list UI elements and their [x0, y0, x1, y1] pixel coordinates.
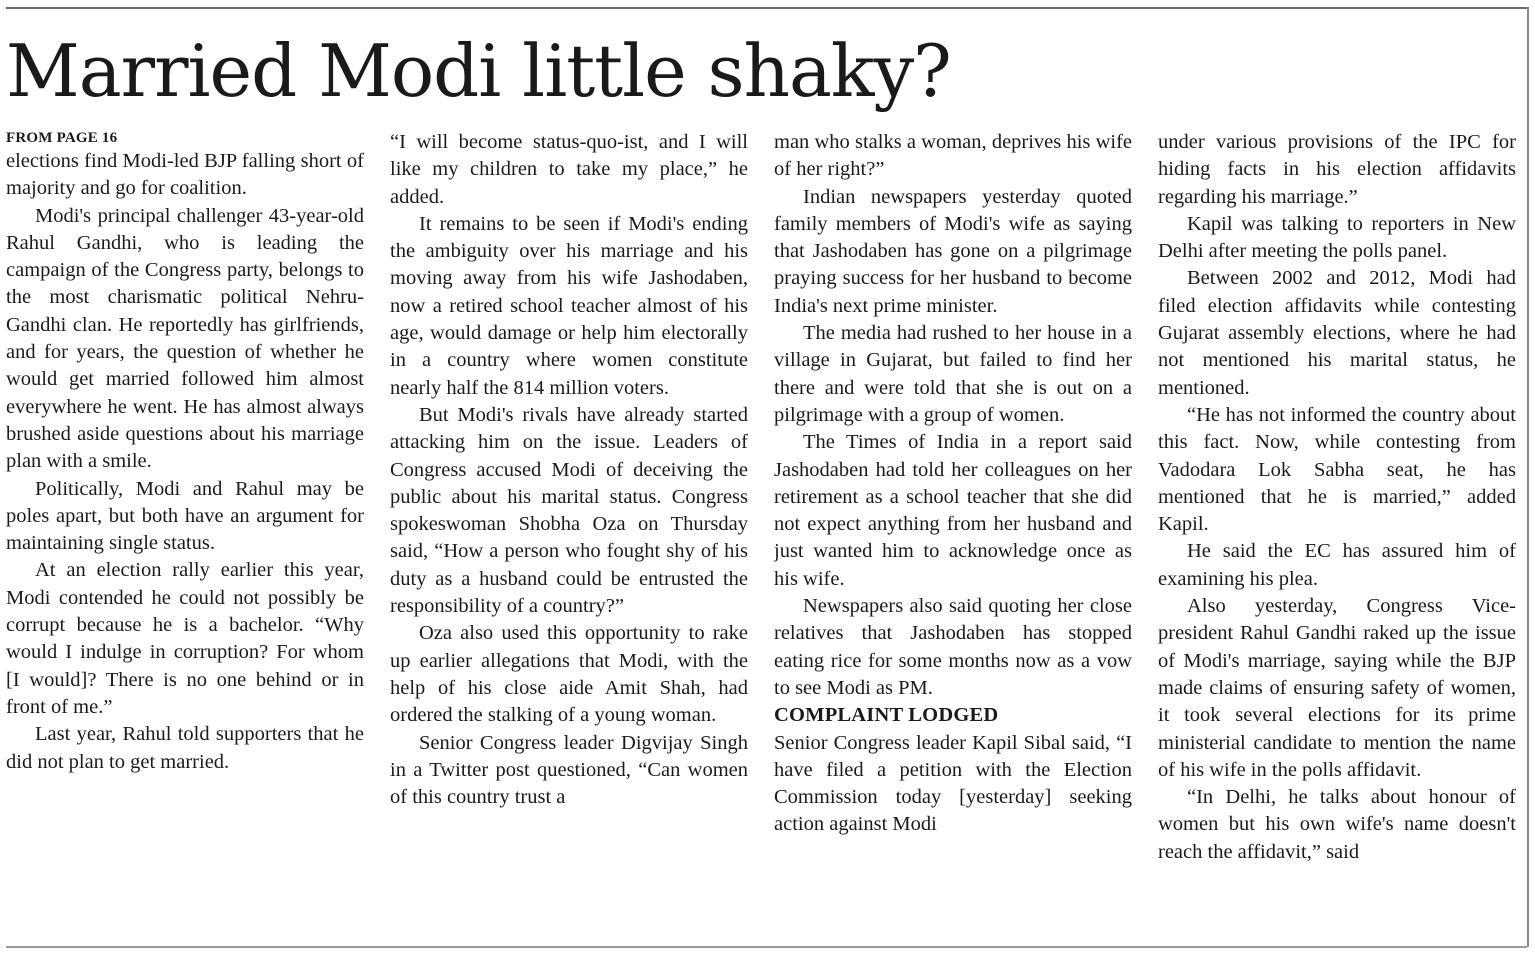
paragraph: “I will become status-quo-ist, and I will like my children to take my place,” he added.: [390, 131, 748, 208]
paragraph: Politically, Modi and Rahul may be poles apart, but both have an argument for maintaining single status.: [6, 477, 364, 555]
column-1: [6, 129, 364, 919]
paragraph: “He has not informed the country about this fact. Now, while contesting from Vadodara Lok Sabha seat, he has mentioned that he is married,” added Kapil.: [1158, 403, 1516, 536]
right-rule: [1527, 7, 1529, 947]
paragraph: Senior Congress leader Digvijay Singh in a Twitter post questioned, “Can women of this country trust a: [390, 731, 748, 809]
column-3: [774, 129, 1132, 919]
paragraph: elections find Modi-led BJP falling short of majority and go for coalition.: [6, 150, 364, 200]
column-4: [1158, 129, 1516, 919]
paragraph: Modi's principal challenger 43-year-old Rahul Gandhi, who is leading the campaign of the Congress party, belongs to the most charismatic political Nehru-Gandhi clan. He reportedly has girlfriends, and for years, the question of whether he would get married followed him almost everywhere he went. He has almost always brushed aside questions about his marriage plan with a smile.: [6, 204, 364, 473]
paragraph: The Times of India in a report said Jashodaben had told her colleagues on her retirement as a school teacher that she did not expect anything from her husband and just wanted him to acknowledge once as his wife.: [774, 431, 1132, 590]
headline: Married Modi little shaky?: [6, 29, 951, 113]
paragraph: Newspapers also said quoting her close relatives that Jashodaben has stopped eating rice for some months now as a vow to see Modi as PM.: [774, 595, 1132, 699]
paragraph: Kapil was talking to reporters in New Delhi after meeting the polls panel.: [1158, 212, 1516, 263]
paragraph: Between 2002 and 2012, Modi had filed election affidavits while contesting Gujarat assembly elections, where he had not mentioned his marital status, he mentioned.: [1158, 267, 1516, 399]
paragraph: Indian newspapers yesterday quoted family members of Modi's wife as saying that Jashodaben has gone on a pilgrimage praying success for her husband to become India's next prime minister.: [774, 185, 1132, 317]
paragraph: Senior Congress leader Kapil Sibal said, “I have filed a petition with the Election Commission today [yesterday] seeking action against Modi: [774, 731, 1132, 836]
article-body: [6, 129, 1518, 919]
paragraph: “In Delhi, he talks about honour of women but his own wife's name doesn't reach the affidavit,” said: [1158, 786, 1516, 863]
paragraph: The media had rushed to her house in a village in Gujarat, but failed to find her there and were told that she is out on a pilgrimage with a group of women.: [774, 322, 1132, 426]
paragraph: Oza also used this opportunity to rake up earlier allegations that Modi, with the help of his close aide Amit Shah, had ordered the stalking of a young woman.: [390, 622, 748, 727]
column-2: [390, 129, 748, 919]
paragraph: It remains to be seen if Modi's ending the ambiguity over his marriage and his moving away from his wife Jashodaben, now a retired school teacher almost of his age, would damage or help him electorally in a country where women constitute nearly half the 814 million voters.: [390, 212, 748, 399]
subheading: COMPLAINT LODGED: [774, 704, 999, 727]
paragraph: But Modi's rivals have already started attacking him on the issue. Leaders of Congress accused Modi of deceiving the public about his marital status. Congress spokeswoman Shobha Oza on Thursday said, “How a person who fought shy of his duty as a husband could be entrusted the responsibility of a country?”: [390, 403, 748, 618]
paragraph: At an election rally earlier this year, Modi contended he could not possibly be corrupt because he is a bachelor. “Why would I indulge in corruption? For whom [I would]? There is no one behind or in front of me.”: [6, 559, 364, 718]
paragraph: man who stalks a woman, deprives his wife of her right?”: [774, 131, 1132, 181]
paragraph: Last year, Rahul told supporters that he did not plan to get married.: [6, 723, 364, 773]
top-rule: [6, 7, 1527, 9]
paragraph: under various provisions of the IPC for hiding facts in his election affidavits regarding his marriage.”: [1158, 131, 1516, 208]
paragraph: He said the EC has assured him of examining his plea.: [1158, 540, 1516, 590]
continuation-kicker: FROM PAGE 16: [6, 130, 118, 146]
bottom-rule: [6, 946, 1527, 948]
paragraph: Also yesterday, Congress Vice-president Rahul Gandhi raked up the issue of Modi's marriage, saying while the BJP made claims of ensuring safety of women, it took several elections for its prime ministerial candidate to mention the name of his wife in the polls affidavit.: [1158, 595, 1516, 781]
